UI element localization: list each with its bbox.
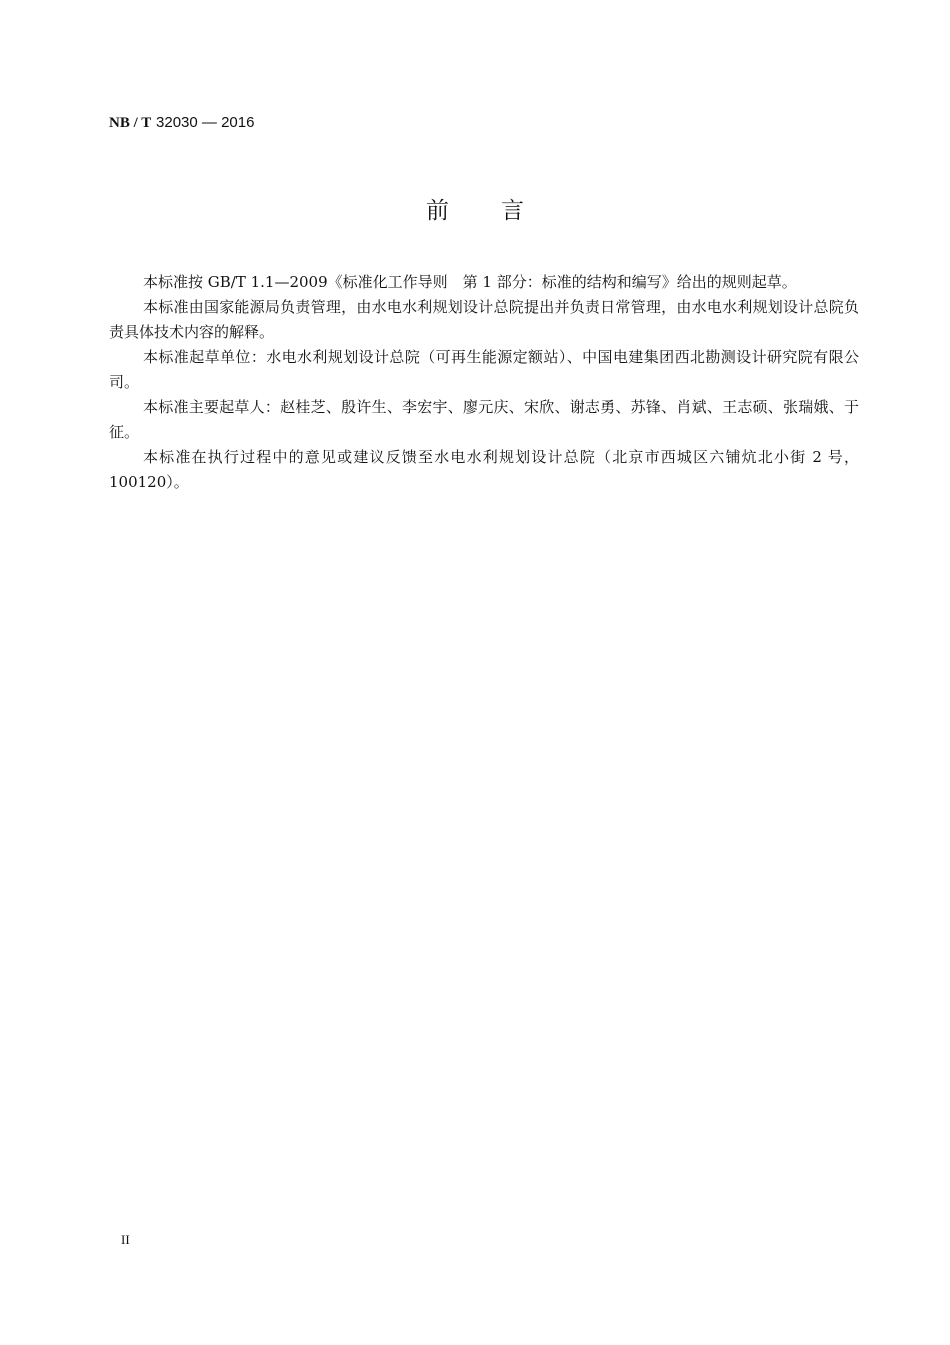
page-title: 前言 (426, 198, 576, 224)
paragraph-drafters: 本标准主要起草人：赵桂芝、殷许生、李宏宇、廖元庆、宋欣、谢志勇、苏锋、肖斌、王志硕、张瑞娥、于征。 (109, 398, 859, 441)
paragraph-feedback: 本标准在执行过程中的意见或建议反馈至水电水利规划设计总院（北京市西城区六铺炕北小街 2 号，100120）。 (109, 448, 859, 491)
standard-number-header (109, 113, 254, 132)
foreword-body (109, 270, 859, 495)
standard-number: 32030 — 2016 (156, 114, 255, 131)
paragraph-drafting-units: 本标准起草单位：水电水利规划设计总院（可再生能源定额站）、中国电建集团西北勘测设计研究院有限公司。 (109, 348, 859, 391)
paragraph-management: 本标准由国家能源局负责管理，由水电水利规划设计总院提出并负责日常管理，由水电水利规划设计总院负责具体技术内容的解释。 (109, 298, 859, 341)
standard-prefix: NB / T (109, 115, 152, 131)
page-number: II (121, 1232, 130, 1247)
paragraph-drafting-rules: 本标准按 GB/T 1.1—2009《标准化工作导则 第 1 部分：标准的结构和编写》给出的规则起草。 (143, 273, 797, 291)
